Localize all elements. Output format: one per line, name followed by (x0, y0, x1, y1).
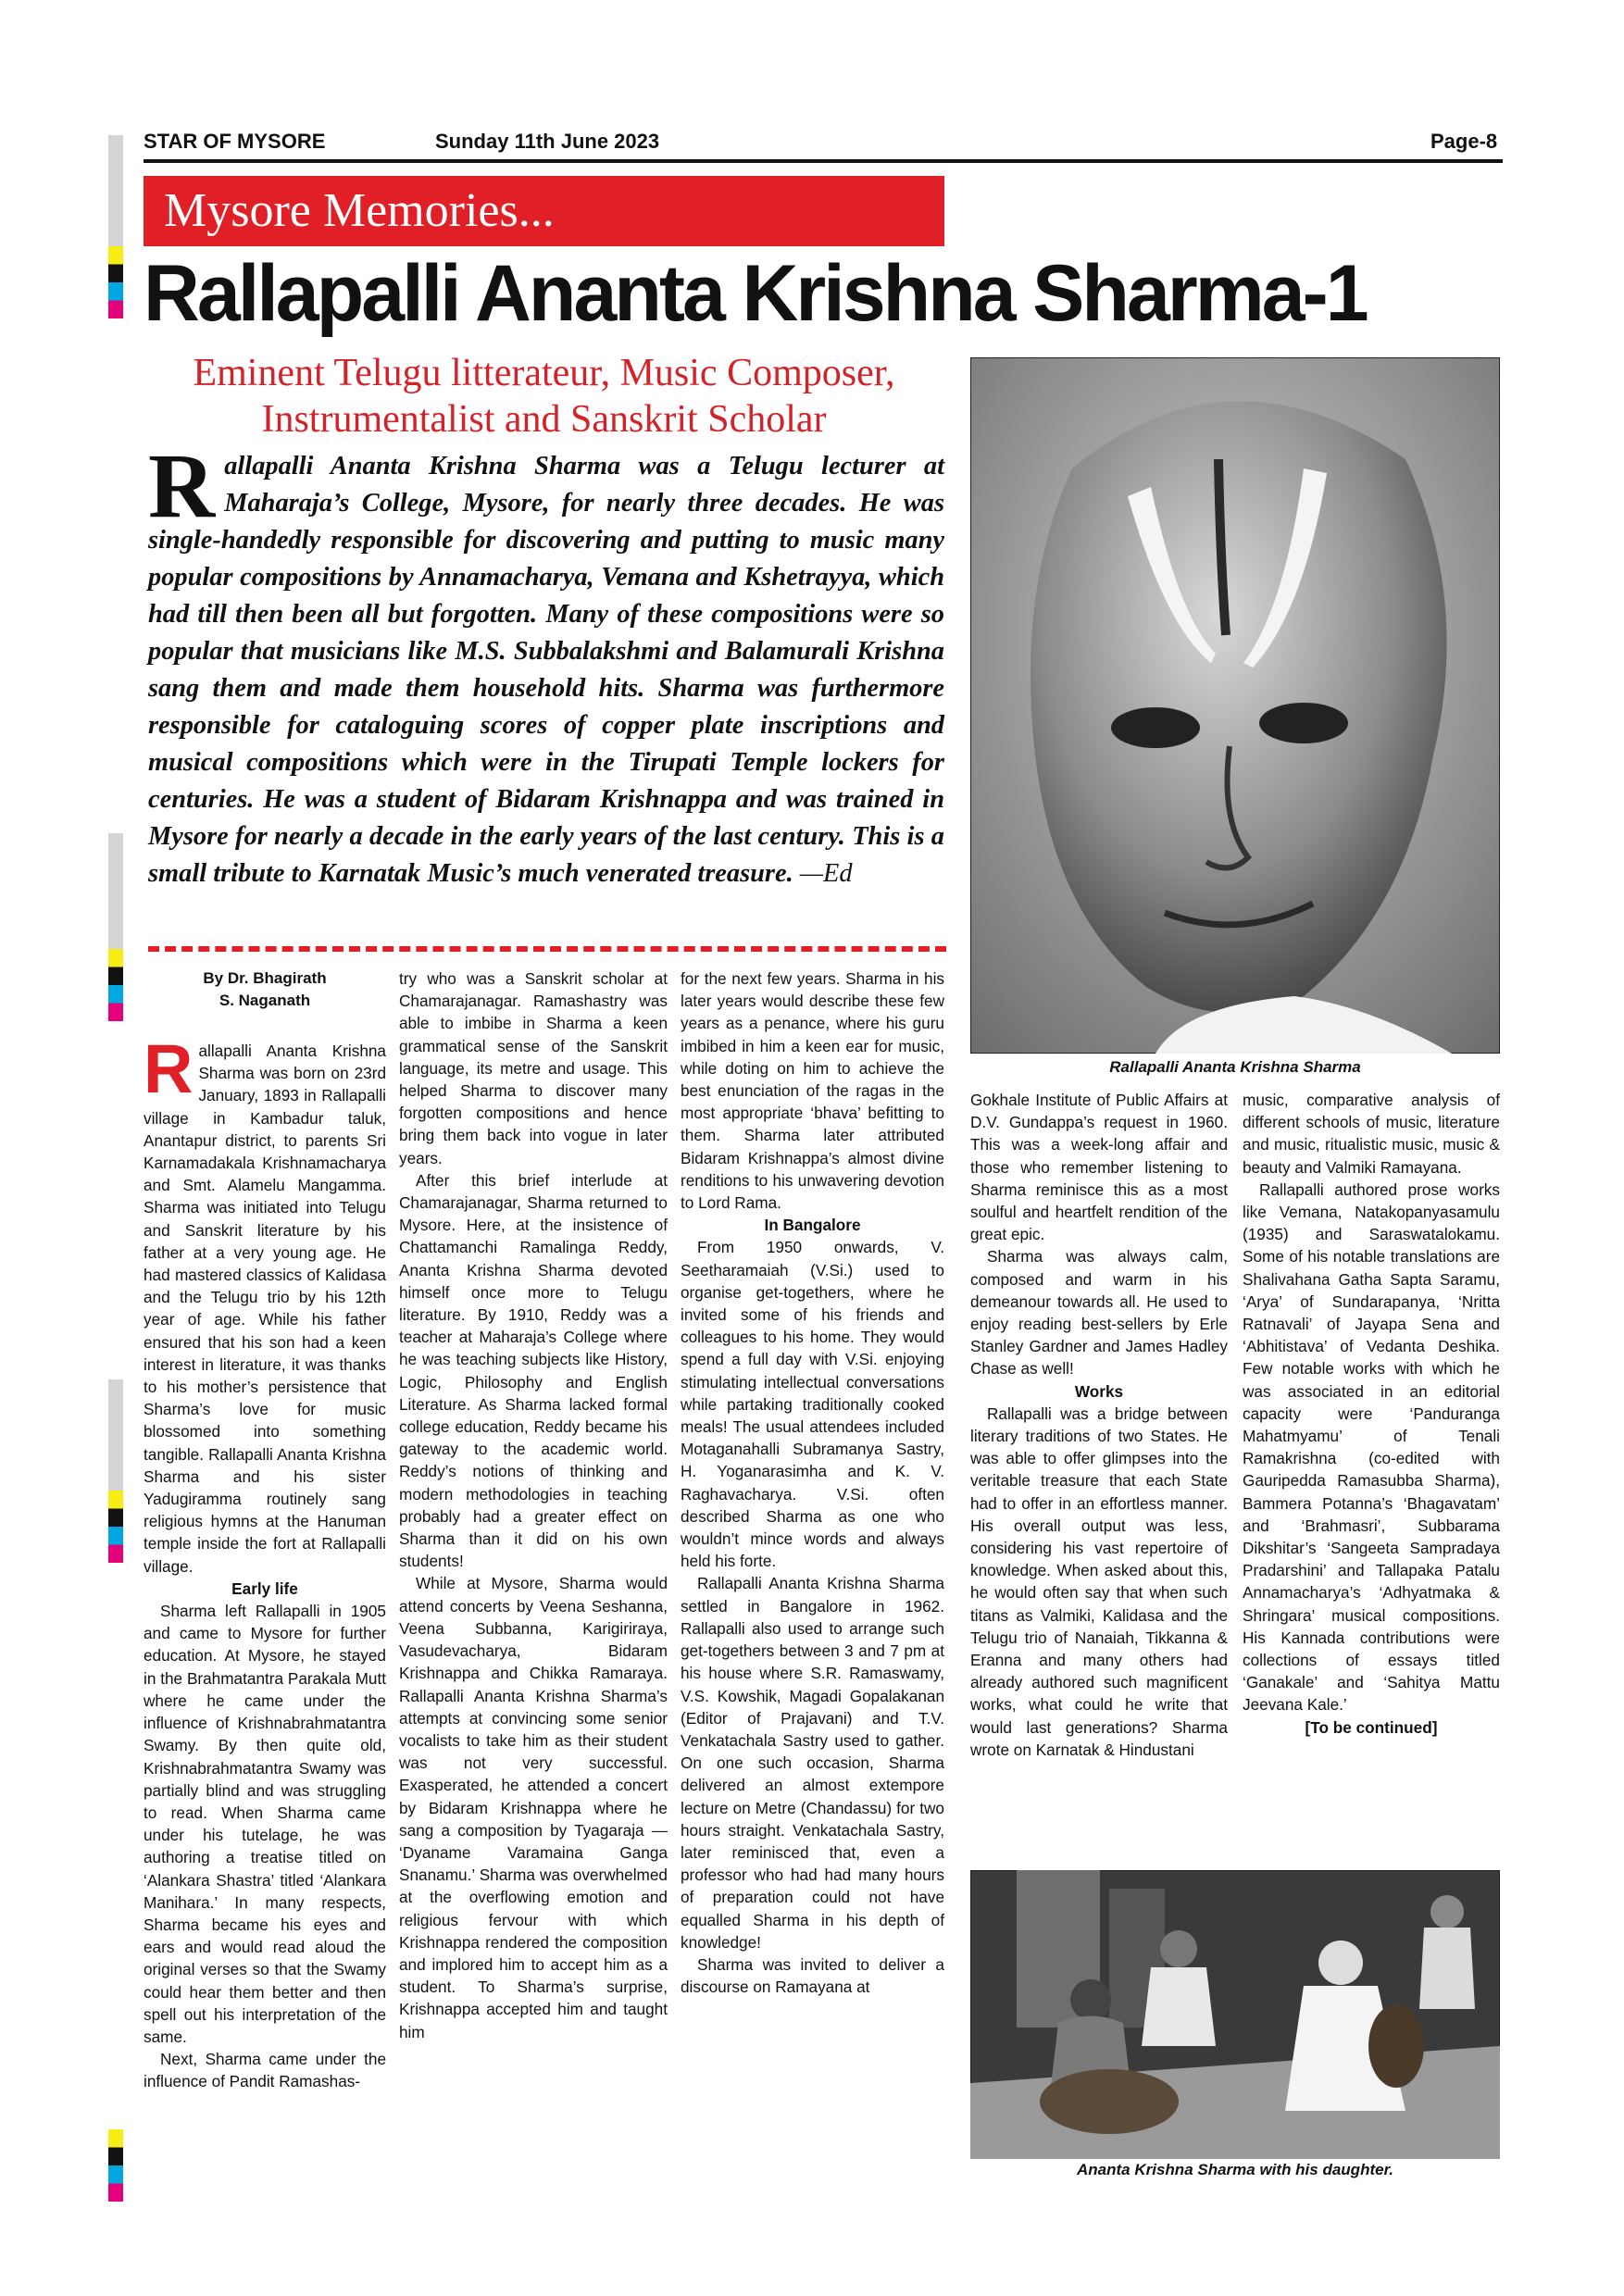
paragraph: While at Mysore, Sharma would attend concerts by Veena Seshanna, Veena Subbanna, Karigiriraya, Vasudevacharya, Bidaram Krishnappa and Chikka Ramaraya. Rallapalli Ananta Krishna Sharma’s attempts at convincing some senior vocalists to take him as their student was not very successful. Exasperated, he attended a concert by Bidaram Krishnappa where he sang a composition by Tyagaraja — ‘Dyaname Varamaina Ganga Snanamu.’ Sharma was overwhelmed at the overflowing emotion and religious fervour with which Krishnappa rendered the composition and implored him to accept him as a student. To Sharma’s surprise, Krishnappa accepted him and taught him (399, 1574, 668, 2041)
paragraph: Rallapalli authored prose works like Vemana, Natakopanyasamulu (1935) and Saraswatalokamu. Some of his notable translations are Shalivahana Gatha Sapta Saramu, ‘Arya’ of Sundarapanya, ‘Nritta Ratnavali’ of Jayapa Sena and ‘Abhitistava’ of Vedanta Deshika. Few notable works with which he was associated in an editorial capacity were ‘Panduranga Mahatmyamu’ of Tenali Ramakrishna (co-edited with Gauripedda Ramasubba Sharma), Bammera Potanna’s ‘Bhagavatam’ and ‘Brahmasri’, Subbarama Dikshitar’s ‘Sangeeta Sampradaya Pradarshini’ and Tallapaka Patalu Annamacharya’s ‘Adhyatmaka & Shringara’ musical compositions. His Kannada contributions were collections of essays titled ‘Ganakale’ and ‘Sahitya Mattu Jeevana Kale.’ (1243, 1179, 1500, 1715)
subheading-in-bangalore: In Bangalore (764, 1216, 861, 1235)
paragraph: for the next few years. Sharma in his later years would describe these few years as a penance, where his guru imbibed in him a keen ear for music, while doting on him to achieve the best enunciation of the ragas in the most appropriate ‘bhava’ befitting to them. Sharma later attributed Bidaram Krishnappa’s almost divine renditions to his unwavering devotion to Lord Rama. (681, 969, 944, 1213)
dashed-divider (148, 946, 946, 952)
intro-dropcap: R (148, 434, 216, 537)
subheading-works: Works (1074, 1381, 1124, 1401)
headline: Rallapalli Ananta Krishna Sharma-1 (144, 249, 1367, 338)
paragraph: Rallapalli Ananta Krishna Sharma settled in Bangalore in 1962. Rallapalli also used to arrange such get-togethers between 3 and 7 pm at his house where S.R. Ramaswamy, V.S. Kowshik, Magadi Gopalakanan (Editor of Prajavani) and T.V. Venkatachala Sastry used to gather. On one such occasion, Sharma delivered an almost extempore lecture on Metre (Chandassu) for two hours straight. Venkatachala Sastry, later reminisced that, even a professor who had had many hours of preparation could not have equalled Sharma in his depth of knowledge! (681, 1574, 944, 1952)
paragraph: Sharma was always calm, composed and warm in his demeanour towards all. He used to enjoy reading best-sellers by Erle Stanley Gardner and James Hadley Chase as well! (970, 1247, 1228, 1379)
subhead-line: Eminent Telugu litterateur, Music Composer, (193, 352, 895, 394)
paragraph: Next, Sharma came under the influence of Pandit Ramashas- (144, 2050, 386, 2091)
registration-bar (108, 1379, 123, 1491)
registration-swatch (108, 1491, 123, 1563)
page-number: Page-8 (1430, 130, 1498, 153)
paragraph: From 1950 onwards, V. Seetharamaiah (V.Si.) used to organise get-togethers, where he invited some of his friends and colleagues to his home. They would spend a full day with V.Si. enjoying stimulating intellectual conversations while partaking traditionally cooked meals! The usual attendees included Motaganahalli Subramanya Sastry, H. Yoganarasimha and K. V. Raghavacharya. V.Si. often described Sharma as one who wouldn’t mince words and always held his forte. (681, 1238, 944, 1571)
article-column-2 (399, 967, 668, 2043)
article-column-3 (681, 967, 944, 1998)
subheadline (144, 350, 944, 443)
byline (144, 967, 386, 1012)
byline-author: By Dr. Bhagirath (203, 969, 327, 987)
registration-swatch (108, 2129, 123, 2202)
subheading-early-life: Early life (231, 1578, 298, 1598)
paragraph: After this brief interlude at Chamarajanagar, Sharma returned to Mysore. Here, at the insistence of Chattamanchi Ramalinga Reddy, Ananta Krishna Sharma devoted himself once more to Telugu literature. By 1910, Reddy was a teacher at Maharaja’s College where he was teaching subjects like History, Logic, Philosophy and English Literature. As Sharma lacked formal college education, Reddy became his gateway to the academic world. Reddy’s notions of thinking and modern methodologies in teaching probably had a greater effect on Sharma than it did on his own students! (399, 1170, 668, 1571)
paragraph (144, 1030, 386, 1578)
intro-text: allapalli Ananta Krishna Sharma was a Telugu lecturer at Maharaja’s College, Mysore, for nearly three decades. He was single-handedly responsible for discovering and putting to music many popular compositions by Annamacharya, Vemana and Kshetrayya, which had till then been all but forgotten. Many of these compositions were so popular that musicians like M.S. Subbalakshmi and Balamurali Krishna sang them and made them household hits. Sharma was furthermore responsible for cataloguing scores of copper plate inscriptions and musical compositions which were in the Tirupati Temple lockers for centuries. He was a student of Bidaram Krishnappa and was trained in Mysore for nearly a decade in the early years of the last century. This is a small tribute to Karnatak Music’s much venerated treasure. (148, 452, 944, 888)
article-column-1 (144, 1030, 386, 2093)
portrait-photo (970, 357, 1500, 1054)
byline-author: S. Naganath (219, 992, 311, 1009)
section-kicker: Mysore Memories... (144, 176, 944, 246)
article-column-4 (970, 1089, 1228, 1761)
registration-swatch (108, 246, 123, 318)
paragraph: Sharma was invited to deliver a discourse on Ramayana at (681, 1954, 944, 1997)
paragraph: music, comparative analysis of different schools of music, literature and music, ritualistic music, music & beauty and Valmiki Ramayana. (1243, 1091, 1500, 1177)
registration-bar-top (108, 135, 123, 246)
paragraph: Rallapalli was a bridge between literary traditions of two States. He was able to offer glimpses into the veritable treasure that each State had to offer in an effortless manner. His overall output was less, considering his vast repertoire of knowledge. When asked about this, he would often say that when such titans as Valmiki, Kalidasa and the Telugu trio of Nanaiah, Tikkanna & Eranna and many others had already authored such magnificent works, what could he write that would last generations? Sharma wrote on Karnatak & Hindustani (970, 1404, 1228, 1759)
subhead-line: Instrumentalist and Sanskrit Scholar (261, 398, 827, 441)
article-column-5 (1243, 1089, 1500, 1739)
paragraph: try who was a Sanskrit scholar at Chamarajanagar. Ramashastry was able to imbibe in Sharma a keen grammatical sense of the Sanskrit language, its metre and usage. This helped Sharma to discover many forgotten compositions and hence bring them back into vogue in later years. (399, 969, 668, 1167)
paragraph: Sharma left Rallapalli in 1905 and came to Mysore for further education. At Mysore, he stayed in the Brahmatantra Parakala Mutt where he came under the influence of Krishnabrahmatantra Swamy. By then quite old, Krishnabrahmatantra Swamy was partially blind and was struggling to read. When Sharma came under his tutelage, he was authoring a treatise titled on ‘Alankara Shastra’ titled ‘Alankara Manihara.’ In many respects, Sharma became his eyes and ears and would read aloud the original verses so that the Swamy could hear them better and then spell out his interpretation of the same. (144, 1602, 386, 2046)
concert-caption: Ananta Krishna Sharma with his daughter. (1077, 2161, 1393, 2178)
to-be-continued: [To be continued] (1305, 1717, 1438, 1737)
header-rule (144, 159, 1503, 163)
registration-bar (108, 833, 123, 949)
paragraph: Gokhale Institute of Public Affairs at D.V. Gundappa’s request in 1960. This was a week-long affair and those who remember listening to Sharma reminisce this as a most soulful and heartfelt rendition of the great epic. (970, 1091, 1228, 1244)
article-dropcap: R (144, 1030, 194, 1107)
paper-name: STAR OF MYSORE (144, 130, 326, 153)
registration-swatch (108, 949, 123, 1021)
concert-photo (970, 1870, 1500, 2159)
intro-standfirst (148, 434, 944, 892)
issue-date: Sunday 11th June 2023 (435, 130, 660, 153)
editor-note: —Ed (793, 859, 853, 888)
portrait-caption: Rallapalli Ananta Krishna Sharma (1109, 1058, 1361, 1076)
paragraph-text: allapalli Ananta Krishna Sharma was born on 23rd January, 1893 in Rallapalli village in Kambadur taluk, Anantapur district, to parents Sri Karnamadakala Krishnamacharya and Smt. Alamelu Mangamma. Sharma was initiated into Telugu and Sanskrit literature by his father at a very young age. He had mastered classics of Kalidasa and the Telugu trio by his 12th year of age. While his father ensured that his son had a keen interest in literature, it was thanks to his mother’s persistence that Sharma’s love for music blossomed into something tangible. Rallapalli Ananta Krishna Sharma and his sister Yadugiramma routinely sang religious hymns at the Hanuman temple inside the fort at Rallapalli village. (144, 1042, 386, 1576)
